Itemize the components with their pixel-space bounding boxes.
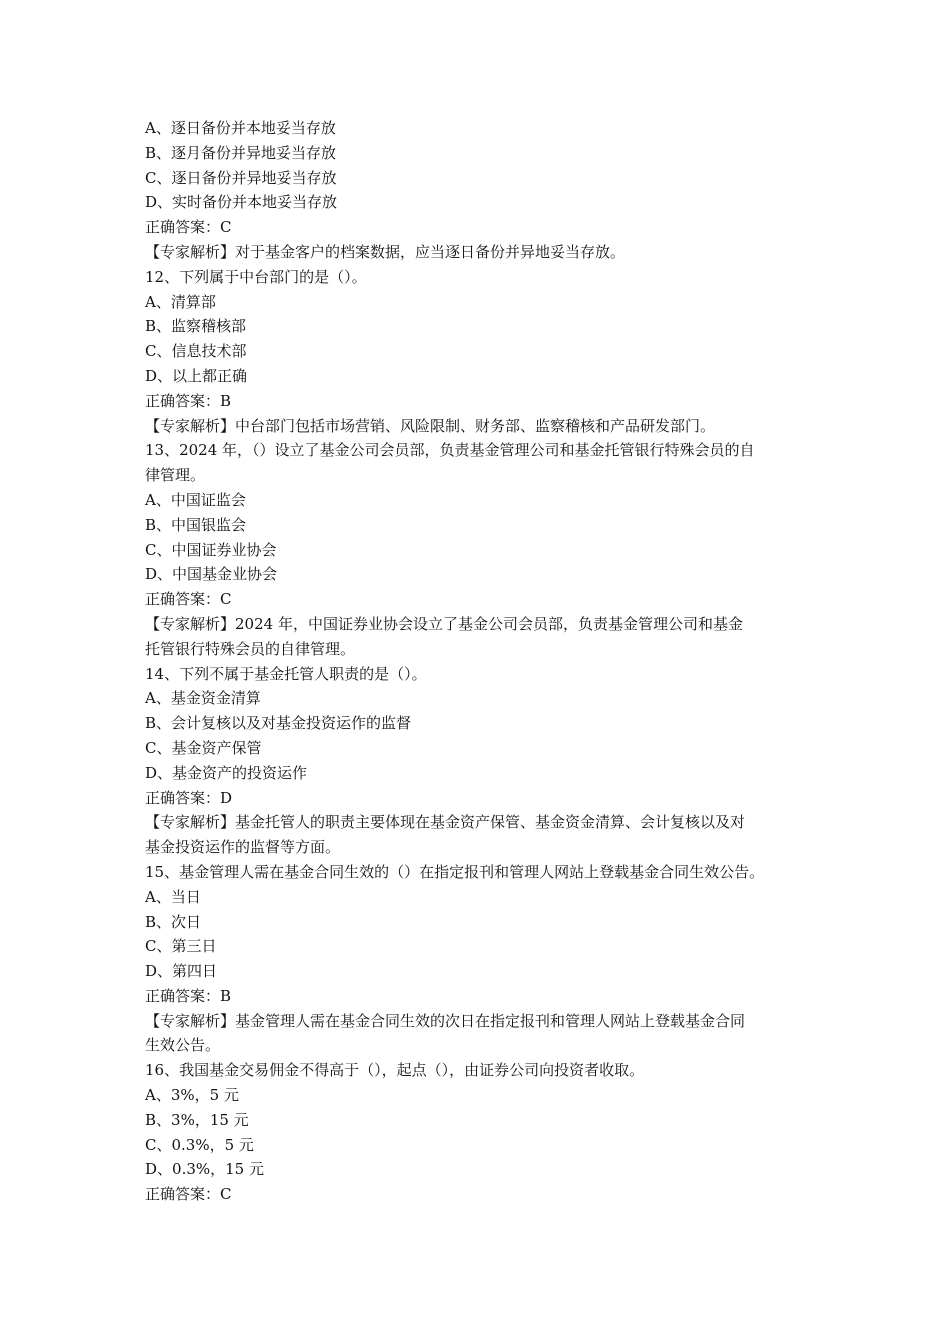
option-line: D、以上都正确 — [145, 366, 248, 385]
option-line: A、3%，5 元 — [145, 1086, 239, 1105]
explanation-line: 【专家解析】对于基金客户的档案数据，应当逐日备份并异地妥当存放。 — [145, 242, 626, 261]
question-line: 律管理。 — [145, 466, 206, 485]
explanation-line: 【专家解析】2024 年，中国证券业协会设立了基金公司会员部，负责基金管理公司和基金 — [145, 614, 743, 633]
question-line: 14、下列不属于基金托管人职责的是（）。 — [145, 664, 427, 683]
explanation-line: 【专家解析】中台部门包括市场营销、风险限制、财务部、监察稽核和产品研发部门。 — [145, 416, 716, 435]
option-line: A、基金资金清算 — [145, 689, 261, 708]
option-line: A、中国证监会 — [145, 490, 246, 509]
question-line: 12、下列属于中台部门的是（）。 — [145, 267, 367, 286]
answer-line: 正确答案：D — [145, 788, 233, 807]
answer-line: 正确答案：B — [145, 986, 232, 1005]
answer-line: 正确答案：C — [145, 218, 232, 237]
option-line: B、逐月备份并异地妥当存放 — [145, 143, 337, 162]
document-body — [145, 116, 813, 1207]
option-line: B、会计复核以及对基金投资运作的监督 — [145, 714, 412, 733]
option-line: C、0.3%，5 元 — [145, 1135, 254, 1154]
explanation-line: 【专家解析】基金管理人需在基金合同生效的次日在指定报刊和管理人网站上登载基金合同 — [145, 1011, 746, 1030]
option-line: D、0.3%，15 元 — [145, 1160, 264, 1179]
option-line: B、监察稽核部 — [145, 317, 247, 336]
option-line: A、清算部 — [145, 292, 216, 311]
answer-line: 正确答案：C — [145, 590, 232, 609]
option-line: C、中国证券业协会 — [145, 540, 277, 559]
question-line: 13、2024 年，（）设立了基金公司会员部，负责基金管理公司和基金托管银行特殊会员的自 — [145, 441, 755, 460]
explanation-line: 基金投资运作的监督等方面。 — [145, 838, 341, 857]
option-line: A、当日 — [145, 887, 201, 906]
option-line: B、次日 — [145, 912, 202, 931]
option-line: D、中国基金业协会 — [145, 565, 278, 584]
option-line: C、逐日备份并异地妥当存放 — [145, 168, 337, 187]
explanation-line: 托管银行特殊会员的自律管理。 — [145, 639, 356, 658]
option-line: C、基金资产保管 — [145, 738, 262, 757]
option-line: B、3%，15 元 — [145, 1110, 249, 1129]
question-line: 15、基金管理人需在基金合同生效的（）在指定报刊和管理人网站上登载基金合同生效公告。 — [145, 862, 765, 881]
option-line: D、基金资产的投资运作 — [145, 763, 308, 782]
option-line: D、实时备份并本地妥当存放 — [145, 193, 338, 212]
option-line: A、逐日备份并本地妥当存放 — [145, 119, 336, 137]
explanation-line: 生效公告。 — [145, 1036, 221, 1055]
option-line: C、信息技术部 — [145, 342, 247, 361]
answer-line: 正确答案：C — [145, 1185, 232, 1204]
option-line: D、第四日 — [145, 962, 218, 981]
option-line: C、第三日 — [145, 937, 217, 956]
answer-line: 正确答案：B — [145, 391, 232, 410]
option-line: B、中国银监会 — [145, 515, 247, 534]
question-line: 16、我国基金交易佣金不得高于（），起点（），由证券公司向投资者收取。 — [145, 1061, 645, 1080]
explanation-line: 【专家解析】基金托管人的职责主要体现在基金资产保管、基金资金清算、会计复核以及对 — [145, 813, 746, 832]
